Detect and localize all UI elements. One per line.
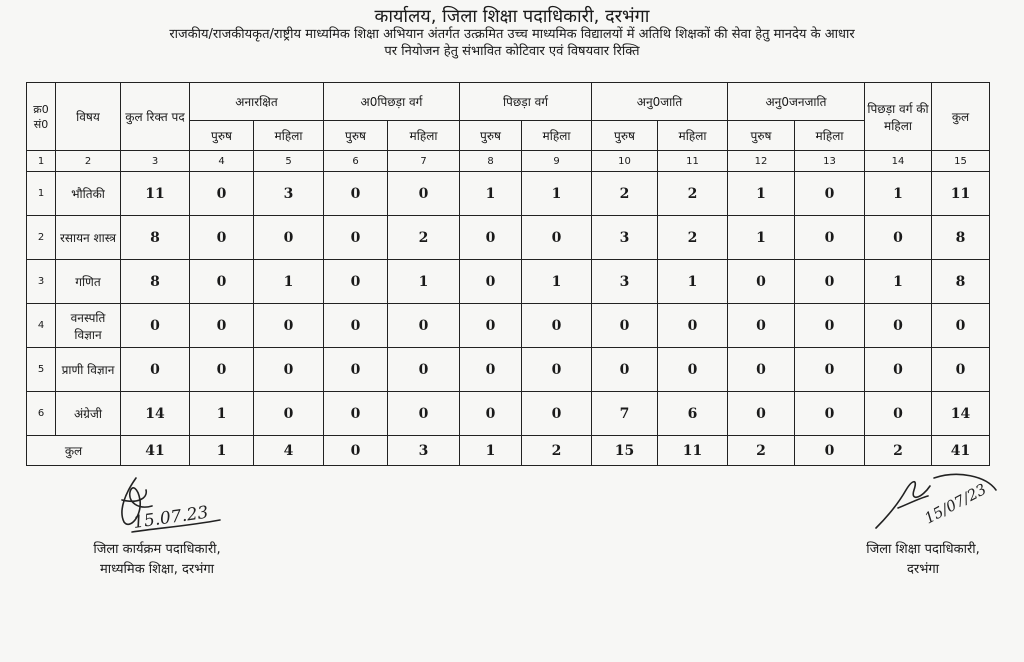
row-value: 0 (795, 172, 865, 216)
total-cell: 1 (460, 436, 522, 466)
header-ebc: अ0पिछड़ा वर्ग (324, 83, 460, 121)
header-unreserved: अनारक्षित (190, 83, 324, 121)
row-value: 0 (865, 348, 932, 392)
col-number: 6 (324, 151, 388, 172)
col-number: 4 (190, 151, 254, 172)
row-value: 0 (795, 260, 865, 304)
row-value: 2 (592, 172, 658, 216)
row-value: 0 (795, 304, 865, 348)
table-row (27, 172, 990, 216)
header-female: महिला (522, 121, 592, 151)
row-value: 1 (254, 260, 324, 304)
row-value: 1 (728, 172, 795, 216)
total-cell: 2 (865, 436, 932, 466)
col-number: 15 (932, 151, 990, 172)
header-sc: अनु0जाति (592, 83, 728, 121)
col-number: 14 (865, 151, 932, 172)
row-value: 0 (324, 172, 388, 216)
row-value: 0 (324, 392, 388, 436)
row-value: 0 (795, 348, 865, 392)
row-value: 7 (592, 392, 658, 436)
row-value: 0 (592, 348, 658, 392)
row-value: 1 (728, 216, 795, 260)
row-value: 8 (121, 260, 190, 304)
row-value: 1 (658, 260, 728, 304)
col-number: 13 (795, 151, 865, 172)
header-male: पुरुष (190, 121, 254, 151)
row-value: 0 (324, 216, 388, 260)
header-row-1 (27, 83, 990, 121)
row-value: 0 (121, 348, 190, 392)
total-cell: 0 (324, 436, 388, 466)
table-row (27, 260, 990, 304)
row-value: 11 (121, 172, 190, 216)
vacancy-table (26, 82, 990, 466)
left-signatory-office: माध्यमिक शिक्षा, दरभंगा (99, 562, 215, 577)
row-value: 0 (388, 172, 460, 216)
right-signature (868, 468, 1008, 536)
header-bc: पिछड़ा वर्ग (460, 83, 592, 121)
col-number: 12 (728, 151, 795, 172)
row-value: 0 (865, 304, 932, 348)
total-cell: 11 (658, 436, 728, 466)
row-value: 0 (460, 216, 522, 260)
row-value: 0 (254, 216, 324, 260)
row-value: 0 (324, 304, 388, 348)
row-value: 0 (522, 216, 592, 260)
row-value: 0 (190, 216, 254, 260)
header-sno: क्र0 सं0 (27, 83, 56, 151)
row-value: 0 (522, 304, 592, 348)
row-value: 0 (254, 348, 324, 392)
row-sno: 4 (27, 304, 56, 348)
row-value: 0 (121, 304, 190, 348)
header-female: महिला (658, 121, 728, 151)
total-cell: 2 (522, 436, 592, 466)
page-subtitle (30, 26, 994, 60)
row-value: 0 (460, 392, 522, 436)
header-male: पुरुष (728, 121, 795, 151)
row-value: 1 (388, 260, 460, 304)
row-value: 0 (522, 392, 592, 436)
row-value: 0 (460, 260, 522, 304)
row-value: 11 (932, 172, 990, 216)
header-male: पुरुष (324, 121, 388, 151)
row-value: 0 (460, 348, 522, 392)
total-cell: 0 (795, 436, 865, 466)
total-cell: 1 (190, 436, 254, 466)
col-number: 5 (254, 151, 324, 172)
col-number: 10 (592, 151, 658, 172)
header-male: पुरुष (592, 121, 658, 151)
total-cell: 15 (592, 436, 658, 466)
row-value: 0 (592, 304, 658, 348)
row-value: 14 (121, 392, 190, 436)
col-number: 11 (658, 151, 728, 172)
total-cell: 41 (932, 436, 990, 466)
table-row (27, 304, 990, 348)
col-number: 3 (121, 151, 190, 172)
header-subject: विषय (56, 83, 121, 151)
row-value: 0 (795, 392, 865, 436)
table-row (27, 348, 990, 392)
table-row (27, 392, 990, 436)
header-st: अनु0जनजाति (728, 83, 865, 121)
row-value: 0 (658, 304, 728, 348)
row-value: 0 (522, 348, 592, 392)
row-value: 0 (324, 260, 388, 304)
col-number: 7 (388, 151, 460, 172)
left-signature-date: 15.07.23 (131, 502, 210, 533)
row-value: 2 (658, 172, 728, 216)
total-cell: 41 (121, 436, 190, 466)
row-value: 0 (388, 348, 460, 392)
row-value: 0 (728, 260, 795, 304)
row-value: 2 (388, 216, 460, 260)
right-signatory-designation: जिला शिक्षा पदाधिकारी, (866, 542, 980, 557)
row-value: 0 (190, 172, 254, 216)
header-female: महिला (254, 121, 324, 151)
header-total-posts: कुल रिक्त पद (121, 83, 190, 151)
row-value: 1 (522, 172, 592, 216)
row-value: 0 (254, 392, 324, 436)
total-label: कुल (27, 436, 121, 466)
col-number: 8 (460, 151, 522, 172)
row-sno: 2 (27, 216, 56, 260)
row-value: 0 (254, 304, 324, 348)
row-subject: गणित (56, 260, 121, 304)
row-value: 0 (865, 392, 932, 436)
right-signatory-office: दरभंगा (906, 562, 940, 577)
header-total: कुल (932, 83, 990, 151)
col-number: 2 (56, 151, 121, 172)
total-cell: 3 (388, 436, 460, 466)
row-value: 0 (728, 348, 795, 392)
row-value: 0 (324, 348, 388, 392)
column-number-row (27, 151, 990, 172)
row-value: 0 (658, 348, 728, 392)
row-value: 1 (190, 392, 254, 436)
row-value: 0 (460, 304, 522, 348)
left-signatory-designation: जिला कार्यक्रम पदाधिकारी, (93, 542, 221, 557)
row-value: 1 (460, 172, 522, 216)
total-row (27, 436, 990, 466)
row-subject: भौतिकी (56, 172, 121, 216)
row-sno: 6 (27, 392, 56, 436)
header-bc-women: पिछड़ा वर्ग की महिला (865, 83, 932, 151)
row-value: 6 (658, 392, 728, 436)
row-subject: वनस्पति विज्ञान (56, 304, 121, 348)
row-value: 0 (190, 260, 254, 304)
table-row (27, 216, 990, 260)
row-sno: 1 (27, 172, 56, 216)
right-signatory (828, 540, 1018, 580)
row-value: 0 (388, 304, 460, 348)
row-subject: प्राणी विज्ञान (56, 348, 121, 392)
left-signatory (62, 540, 252, 580)
row-value: 0 (190, 304, 254, 348)
total-cell: 2 (728, 436, 795, 466)
row-value: 0 (190, 348, 254, 392)
row-value: 8 (932, 260, 990, 304)
subtitle-line-2: पर नियोजन हेतु संभावित कोटिवार एवं विषयवार रिक्ति (384, 44, 640, 59)
row-value: 1 (865, 260, 932, 304)
header-female: महिला (388, 121, 460, 151)
total-cell: 4 (254, 436, 324, 466)
row-value: 14 (932, 392, 990, 436)
col-number: 1 (27, 151, 56, 172)
row-value: 1 (865, 172, 932, 216)
row-value: 3 (592, 260, 658, 304)
row-sno: 5 (27, 348, 56, 392)
row-value: 0 (728, 392, 795, 436)
left-signature (108, 470, 238, 540)
row-value: 1 (522, 260, 592, 304)
row-value: 8 (121, 216, 190, 260)
page-title: कार्यालय, जिला शिक्षा पदाधिकारी, दरभंगा (374, 6, 650, 27)
row-value: 2 (658, 216, 728, 260)
row-subject: रसायन शास्त्र (56, 216, 121, 260)
right-signature-date: 15/07/23 (921, 480, 990, 528)
row-value: 8 (932, 216, 990, 260)
col-number: 9 (522, 151, 592, 172)
row-value: 0 (932, 348, 990, 392)
row-value: 0 (388, 392, 460, 436)
row-value: 0 (795, 216, 865, 260)
header-male: पुरुष (460, 121, 522, 151)
subtitle-line-1: राजकीय/राजकीयकृत/राष्ट्रीय माध्यमिक शिक्षा अभियान अंतर्गत उत्क्रमित उच्च माध्यमिक विद्यालयों में अतिथि शिक्षकों की सेवा हेतु मानदेय के आधार (169, 27, 855, 42)
header-female: महिला (795, 121, 865, 151)
row-value: 0 (865, 216, 932, 260)
row-subject: अंग्रेजी (56, 392, 121, 436)
row-value: 3 (592, 216, 658, 260)
row-sno: 3 (27, 260, 56, 304)
row-value: 0 (728, 304, 795, 348)
row-value: 3 (254, 172, 324, 216)
row-value: 0 (932, 304, 990, 348)
